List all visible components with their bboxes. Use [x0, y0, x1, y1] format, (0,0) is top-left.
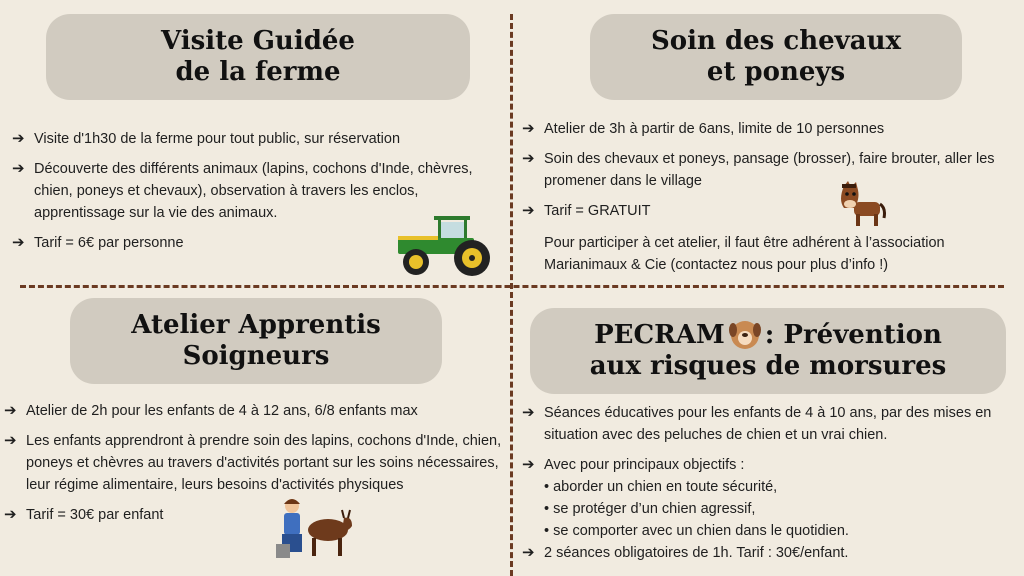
soin-details [522, 118, 1012, 276]
arrow-icon: ➔ [522, 404, 535, 421]
horse-icon [836, 180, 886, 228]
arrow-icon: ➔ [522, 544, 535, 561]
horizontal-divider [20, 285, 1004, 288]
atelier-title [70, 298, 442, 384]
atelier-title-line2: Soigneurs [182, 341, 330, 371]
arrow-icon: ➔ [12, 234, 25, 251]
soin-title [590, 14, 962, 100]
atelier-details [4, 400, 504, 534]
list-item: ➔ Tarif = 6€ par personne [12, 232, 502, 254]
soin-title-line1: Soin des chevaux [651, 25, 901, 56]
pecram-details [522, 402, 1017, 572]
farmer-goat-icon [272, 496, 352, 562]
list-item: ➔ Séances éducatives pour les enfants de 4 à 10 ans, par des mises en situation avec des peluches de chien et un vrai chien. [522, 404, 992, 443]
arrow-icon: ➔ [522, 456, 535, 473]
objective-item: • se protéger d’un chien agressif, [544, 501, 756, 517]
arrow-icon: ➔ [522, 202, 535, 219]
list-item: ➔ Soin des chevaux et poneys, pansage (brosser), faire brouter, aller les promener dans le village [522, 150, 995, 189]
atelier-title-line1: Atelier Apprentis [131, 309, 381, 340]
list-item: ➔ Avec pour principaux objectifs : [522, 454, 1017, 476]
objective-item: • se comporter avec un chien dans le quotidien. [544, 523, 849, 539]
soin-title-line2: et poneys [706, 57, 846, 87]
list-item: ➔ Visite d'1h30 de la ferme pour tout public, sur réservation [12, 128, 502, 150]
arrow-icon: ➔ [12, 130, 25, 147]
list-item: ➔ Découverte des différents animaux (lapins, cochons d'Inde, chèvres, chien, poneys et chevaux), observation à travers les enclos, apprentissage sur la vie des animaux. [12, 160, 473, 221]
dog-face-icon [731, 321, 759, 349]
visite-title [46, 14, 470, 100]
objective-item: • aborder un chien en toute sécurité, [544, 479, 778, 495]
arrow-icon: ➔ [12, 160, 25, 177]
pecram-title [530, 308, 1006, 394]
arrow-icon: ➔ [4, 402, 17, 419]
list-item: ➔ Tarif = GRATUIT [522, 200, 1012, 222]
visite-title-line1: Visite Guidée [161, 25, 355, 56]
visite-title-line2: de la ferme [175, 57, 341, 87]
arrow-icon: ➔ [522, 120, 535, 137]
arrow-icon: ➔ [4, 432, 17, 449]
pecram-title-line2: aux risques de morsures [589, 351, 947, 381]
list-item: ➔ 2 séances obligatoires de 1h. Tarif : 30€/enfant. [522, 542, 1017, 564]
tractor-icon [394, 212, 494, 278]
vertical-divider [510, 14, 513, 576]
soin-note: Pour participer à cet atelier, il faut être adhérent à l’association Marianimaux & Cie (contactez nous pour plus d’info !) [544, 235, 945, 273]
list-item: ➔ Atelier de 2h pour les enfants de 4 à 12 ans, 6/8 enfants max [4, 400, 504, 422]
arrow-icon: ➔ [522, 150, 535, 167]
list-item: ➔ Les enfants apprendront à prendre soin des lapins, cochons d'Inde, chien, poneys et chèvres au travers d'activités portant sur les soins nécessaires, leur régime alimentaire, leurs besoins d'activités physiques [4, 432, 502, 493]
pecram-title-line1: PECRAM : Prévention [594, 319, 942, 350]
arrow-icon: ➔ [4, 506, 17, 523]
list-item: ➔ Tarif = 30€ par enfant [4, 504, 504, 526]
list-item: ➔ Atelier de 3h à partir de 6ans, limite de 10 personnes [522, 118, 1012, 140]
